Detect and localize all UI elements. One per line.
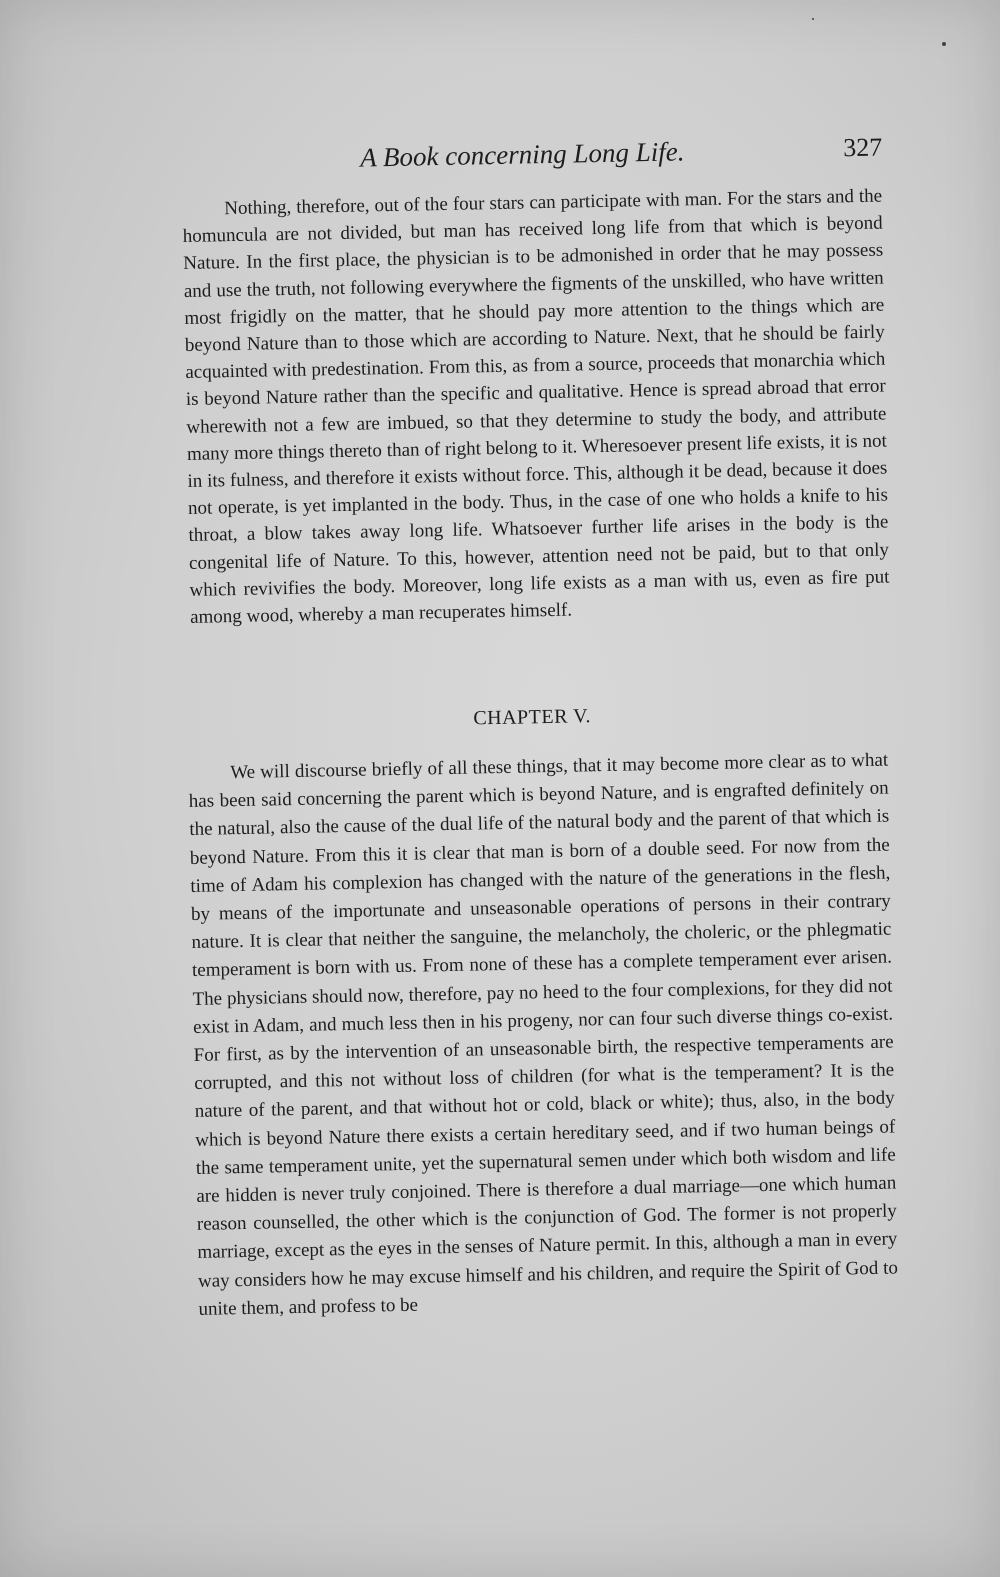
paragraph-block-2	[188, 747, 899, 1324]
running-title: A Book concerning Long Life.	[359, 136, 685, 173]
body-paragraph: Nothing, therefore, out of the four stars can participate with man. For the stars and the homuncula are not divided, but man has received long life from that which is beyond Nature. In the first place, the physician is to be admonished in order that he may possess and use the truth, not following everywhere the figments of the unskilled, who have written most frigidly on the matter, that he should pay more attention to the things which are beyond Nature than to those which are according to Nature. Next, that he should be fairly acquainted with predestination. From this, as from a source, proceeds that monarchia which is beyond Nature rather than the specific and qualitative. Hence is spread abroad that error wherewith not a few are imbued, so that they determine to study the body, and attribute many more things thereto than of right belong to it. Wheresoever present life exists, it is not in its fulness, and therefore it exists without force. This, although it be dead, because it does not operate, is yet implanted in the body. Thus, in the case of one who holds a knife to his throat, a blow takes away long life. Whatsoever further life arises in the body is the congenital life of Nature. To this, however, attention need not be paid, but to that only which revivifies the body. Moreover, long life exists as a man with us, even as fire put among wood, whereby a man recuperates himself.	[182, 185, 890, 628]
paragraph-block-1	[182, 183, 890, 632]
page-number: 327	[842, 132, 883, 163]
page-header	[182, 133, 883, 186]
paper-speck	[942, 42, 946, 46]
paper-speck	[812, 18, 814, 20]
body-paragraph: We will discourse briefly of all these things, that it may become more clear as to what has been said concerning the parent which is beyond Nature, and is engrafted definitely on the natural, also the cause of the dual life of the natural body and the parent of that which is beyond Nature. From this it is clear that man is born of a double seed. For now from the time of Adam his complexion has changed with the nature of the generations in the flesh, by means of the importunate and unseasonable operations of persons in their contrary nature. It is clear that neither the sanguine, the melancholy, the choleric, or the phlegmatic temperament is born with us. From none of these has a complete temperament ever arisen. The physicians should now, therefore, pay no heed to the four complexions, for they did not exist in Adam, and much less then in his progeny, nor can four such diverse things co-exist. For first, as by the intervention of an unseasonable birth, the respective temperaments are corrupted, and this not without loss of children (for what is the temperament? It is the nature of the parent, and that without hot or cold, black or white); thus, also, in the body which is beyond Nature there exists a certain hereditary seed, and if two human beings of the same temperament unite, yet the supernatural semen under which both wisdom and life are hidden is never truly conjoined. There is therefore a dual marriage—one which human reason counselled, the other which is the conjunction of God. The former is not properly marriage, except as the eyes in the senses of Nature permit. In this, although a man in every way considers how he may excuse himself and his children, and require the Spirit of God to unite them, and profess to be	[188, 749, 899, 1320]
chapter-heading: CHAPTER V.	[473, 705, 592, 730]
